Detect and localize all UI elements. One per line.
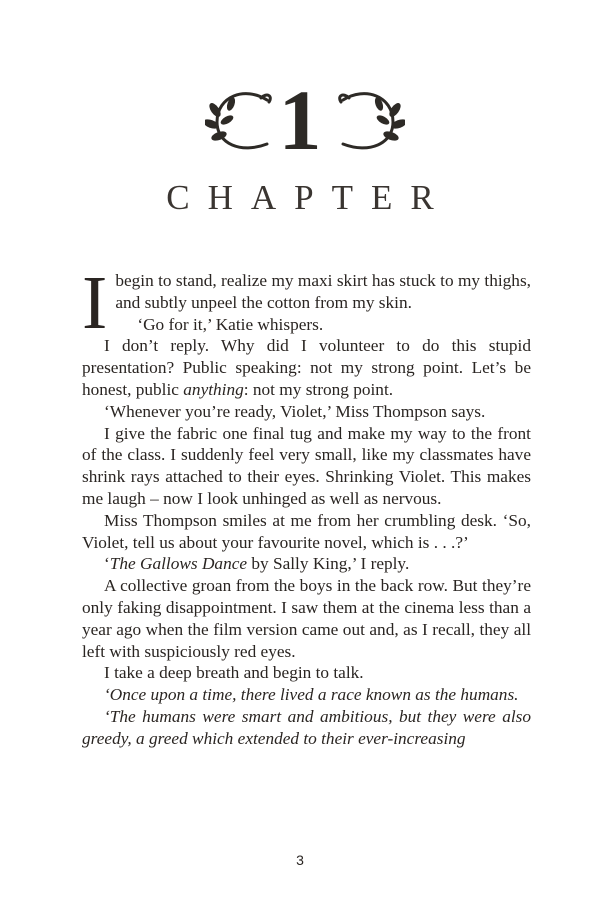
paragraph: ‘Go for it,’ Katie whispers. bbox=[137, 314, 324, 334]
page-number: 3 bbox=[296, 852, 304, 868]
chapter-number: 1 bbox=[278, 72, 322, 168]
body-text bbox=[82, 261, 531, 750]
paragraph: ‘The Gallows Dance by Sally King,’ I reply. bbox=[104, 554, 410, 574]
paragraph: ‘The humans were smart and ambitious, but they were also greedy, a greed which extended to their ever-increasing bbox=[82, 706, 531, 748]
paragraph: I give the fabric one final tug and make my way to the front of the class. I suddenly feel very small, like my classmates have shrink rays attached to their eyes. Shrinking Violet. This makes me laugh – now I look unhinged as well as nervous. bbox=[82, 423, 531, 508]
chapter-heading: CHAPTER bbox=[166, 178, 452, 217]
paragraph: ‘Once upon a time, there lived a race known as the humans. bbox=[104, 685, 519, 705]
drop-cap: I bbox=[82, 261, 108, 345]
paragraph: ‘Whenever you’re ready, Violet,’ Miss Thompson says. bbox=[104, 401, 486, 421]
paragraph: I don’t reply. Why did I volunteer to do this stupid presentation? Public speaking: not my strong point. Let’s be honest, public anything: not my strong point. bbox=[82, 336, 531, 399]
paragraph: Miss Thompson smiles at me from her crumbling desk. ‘So, Violet, tell us about your favourite novel, which is . . .?’ bbox=[82, 510, 531, 552]
paragraph: I take a deep breath and begin to talk. bbox=[104, 663, 364, 683]
paragraph: I begin to stand, realize my maxi skirt has stuck to my thighs, and subtly unpeel the cotton from my skin. bbox=[82, 261, 531, 345]
paragraph: A collective groan from the boys in the back row. But they’re only faking disappointment. I saw them at the cinema less than a year ago when the film version came out and, as I recall, they all left with suspiciously red eyes. bbox=[82, 576, 531, 661]
